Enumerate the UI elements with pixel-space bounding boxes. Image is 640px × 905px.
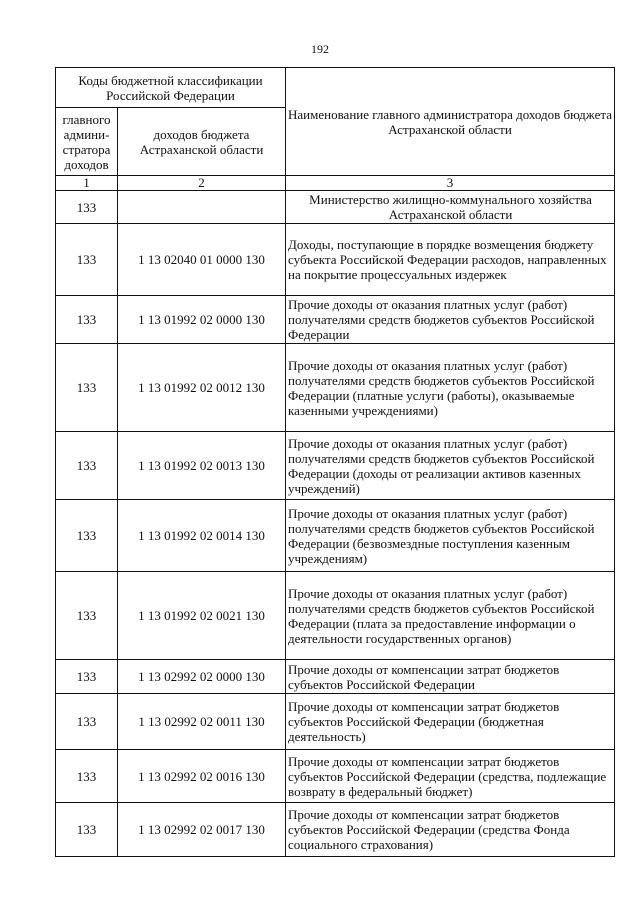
income-code-cell: 1 13 02992 02 0011 130	[118, 694, 286, 750]
table-row	[56, 296, 615, 344]
income-code-cell	[118, 191, 286, 224]
income-code-cell: 1 13 02992 02 0016 130	[118, 750, 286, 803]
income-code-cell: 1 13 01992 02 0012 130	[118, 344, 286, 432]
name-cell: Прочие доходы от оказания платных услуг (работ) получателями средств бюджетов субъектов Российской Федерации (плата за предоставление информации о деятельности государственных органов)	[286, 572, 615, 660]
name-cell: Прочие доходы от компенсации затрат бюджетов субъектов Российской Федерации (бюджетная деятельность)	[286, 694, 615, 750]
admin-code-cell: 133	[56, 660, 118, 694]
admin-code-cell: 133	[56, 344, 118, 432]
admin-code-cell: 133	[56, 750, 118, 803]
admin-code-cell: 133	[56, 500, 118, 572]
header-row-top	[56, 68, 615, 108]
table-row	[56, 660, 615, 694]
header-col-income: доходов бюджета Астраханской области	[118, 108, 286, 176]
income-code-cell: 1 13 01992 02 0014 130	[118, 500, 286, 572]
table-row	[56, 224, 615, 296]
name-cell: Прочие доходы от оказания платных услуг (работ) получателями средств бюджетов субъектов Российской Федерации (безвозмездные поступления казенным учреждениям)	[286, 500, 615, 572]
admin-code-cell: 133	[56, 296, 118, 344]
header-codes-group: Коды бюджетной классификации Российской Федерации	[56, 68, 286, 108]
header-num-2: 2	[118, 176, 286, 191]
admin-code-cell: 133	[56, 694, 118, 750]
name-cell: Доходы, поступающие в порядке возмещения бюджету субъекта Российской Федерации расходов, направленных на покрытие процессуальных издержек	[286, 224, 615, 296]
income-code-cell: 1 13 01992 02 0000 130	[118, 296, 286, 344]
admin-code-cell: 133	[56, 191, 118, 224]
name-cell: Прочие доходы от компенсации затрат бюджетов субъектов Российской Федерации (средства, подлежащие возврату в федеральный бюджет)	[286, 750, 615, 803]
income-code-cell: 1 13 02040 01 0000 130	[118, 224, 286, 296]
table-row	[56, 432, 615, 500]
table-row	[56, 694, 615, 750]
admin-code-cell: 133	[56, 432, 118, 500]
table-row	[56, 344, 615, 432]
header-num-1: 1	[56, 176, 118, 191]
table-row	[56, 572, 615, 660]
admin-code-cell: 133	[56, 572, 118, 660]
table-row	[56, 803, 615, 857]
name-cell: Прочие доходы от компенсации затрат бюджетов субъектов Российской Федерации (средства Фонда социального страхования)	[286, 803, 615, 857]
name-cell: Прочие доходы от оказания платных услуг (работ) получателями средств бюджетов субъектов Российской Федерации	[286, 296, 615, 344]
name-cell: Министерство жилищно-коммунального хозяйства Астраханской области	[286, 191, 615, 224]
table-row	[56, 500, 615, 572]
income-code-cell: 1 13 02992 02 0017 130	[118, 803, 286, 857]
income-code-cell: 1 13 01992 02 0021 130	[118, 572, 286, 660]
name-cell: Прочие доходы от оказания платных услуг (работ) получателями средств бюджетов субъектов Российской Федерации (доходы от реализации активов казенных учреждений)	[286, 432, 615, 500]
header-row-numbers	[56, 176, 615, 191]
admin-code-cell: 133	[56, 224, 118, 296]
header-administrator-name: Наименование главного администратора доходов бюджета Астраханской области	[286, 68, 615, 176]
admin-code-cell: 133	[56, 803, 118, 857]
table-row	[56, 191, 615, 224]
name-cell: Прочие доходы от компенсации затрат бюджетов субъектов Российской Федерации	[286, 660, 615, 694]
income-code-cell: 1 13 02992 02 0000 130	[118, 660, 286, 694]
header-num-3: 3	[286, 176, 615, 191]
page-number: 192	[311, 42, 329, 56]
income-code-cell: 1 13 01992 02 0013 130	[118, 432, 286, 500]
header-col-admin: главного админи-стратора доходов	[56, 108, 118, 176]
table-row	[56, 750, 615, 803]
name-cell: Прочие доходы от оказания платных услуг (работ) получателями средств бюджетов субъектов Российской Федерации (платные услуги (работы), оказываемые казенными учреждениями)	[286, 344, 615, 432]
budget-classification-table	[55, 67, 615, 857]
